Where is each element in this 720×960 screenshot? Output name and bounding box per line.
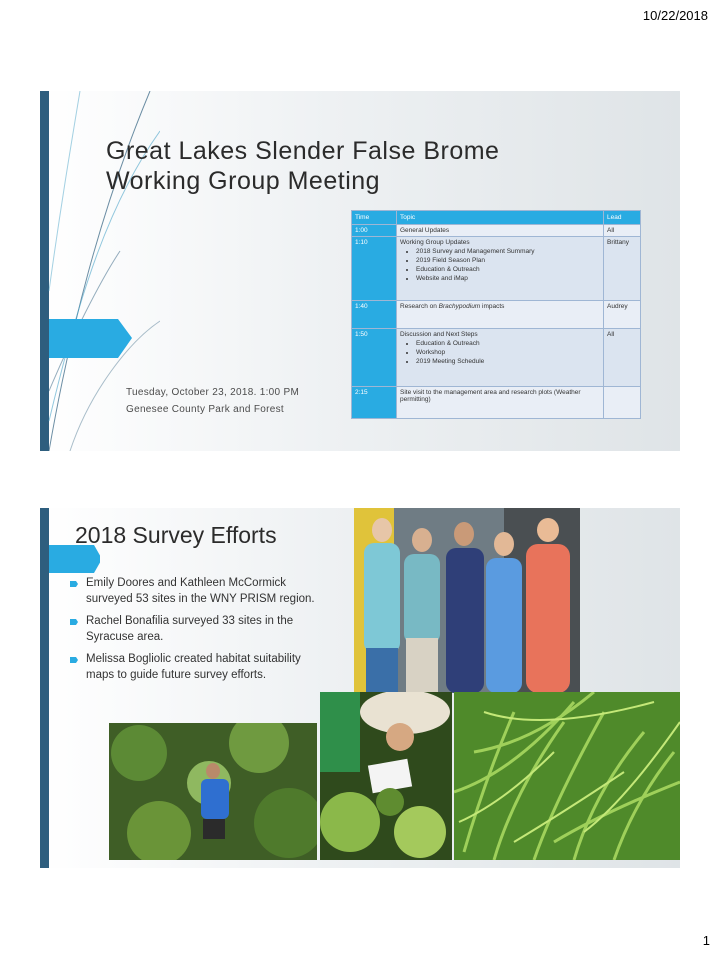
agenda-topic: Site visit to the management area and research plots (Weather permitting)	[397, 387, 604, 419]
surveyor-in-brush-photo	[109, 723, 317, 860]
slide-2-title: 2018 Survey Efforts	[75, 522, 277, 548]
field-notes-photo	[320, 692, 452, 860]
agenda-topic: General Updates	[397, 225, 604, 237]
agenda-row	[352, 387, 641, 419]
agenda-time: 2:15	[352, 387, 397, 419]
slide-1-title: Great Lakes Slender False Brome Working Group Meeting	[106, 137, 500, 195]
agenda-row	[352, 225, 641, 237]
agenda-subitems: • 2018 Survey and Management Summary • 2019 Field Season Plan • Education & Outreach • Website and iMap	[400, 247, 600, 283]
agenda-lead: All	[604, 225, 641, 237]
meeting-date-time: Tuesday, October 23, 2018. 1:00 PM	[126, 387, 300, 398]
false-brome-plants-photo	[454, 692, 680, 860]
agenda-row	[352, 301, 641, 329]
agenda-lead	[604, 387, 641, 419]
agenda-row	[352, 237, 641, 301]
agenda-table	[351, 210, 641, 419]
arrow-bullet-icon	[70, 581, 78, 587]
agenda-topic: Research on Brachypodium impacts	[397, 301, 604, 329]
agenda-lead: All	[604, 329, 641, 387]
agenda-time: 1:00	[352, 225, 397, 237]
group-photo	[354, 508, 580, 693]
agenda-row	[352, 329, 641, 387]
agenda-header-topic: Topic	[397, 211, 604, 225]
survey-bullet-list	[70, 576, 315, 690]
agenda-time: 1:50	[352, 329, 397, 387]
agenda-lead: Audrey	[604, 301, 641, 329]
agenda-subitems: • Education & Outreach • Workshop • 2019 Meeting Schedule	[400, 339, 600, 366]
arrow-bullet-icon	[70, 657, 78, 663]
list-item: Rachel Bonafilia surveyed 33 sites in the Syracuse area.	[70, 614, 315, 645]
agenda-header-row	[352, 211, 641, 225]
header-date: 10/22/2018	[642, 8, 708, 23]
agenda-lead: Brittany	[604, 237, 641, 301]
list-item: Melissa Bogliolic created habitat suitability maps to guide future survey efforts.	[70, 652, 315, 683]
agenda-header-lead: Lead	[604, 211, 641, 225]
agenda-topic: Discussion and Next Steps • Education & Outreach • Workshop • 2019 Meeting Schedule	[397, 329, 604, 387]
agenda-time: 1:10	[352, 237, 397, 301]
agenda-time: 1:40	[352, 301, 397, 329]
slide-1	[40, 91, 680, 451]
list-item: Emily Doores and Kathleen McCormick surveyed 53 sites in the WNY PRISM region.	[70, 576, 315, 607]
arrow-bullet-icon	[70, 619, 78, 625]
slide-2	[40, 508, 680, 868]
meeting-location: Genesee County Park and Forest	[126, 404, 284, 415]
page-number: 1	[702, 933, 710, 948]
agenda-topic: Working Group Updates • 2018 Survey and Management Summary • 2019 Field Season Plan • Education & Outreach • Website and iMap	[397, 237, 604, 301]
agenda-header-time: Time	[352, 211, 397, 225]
